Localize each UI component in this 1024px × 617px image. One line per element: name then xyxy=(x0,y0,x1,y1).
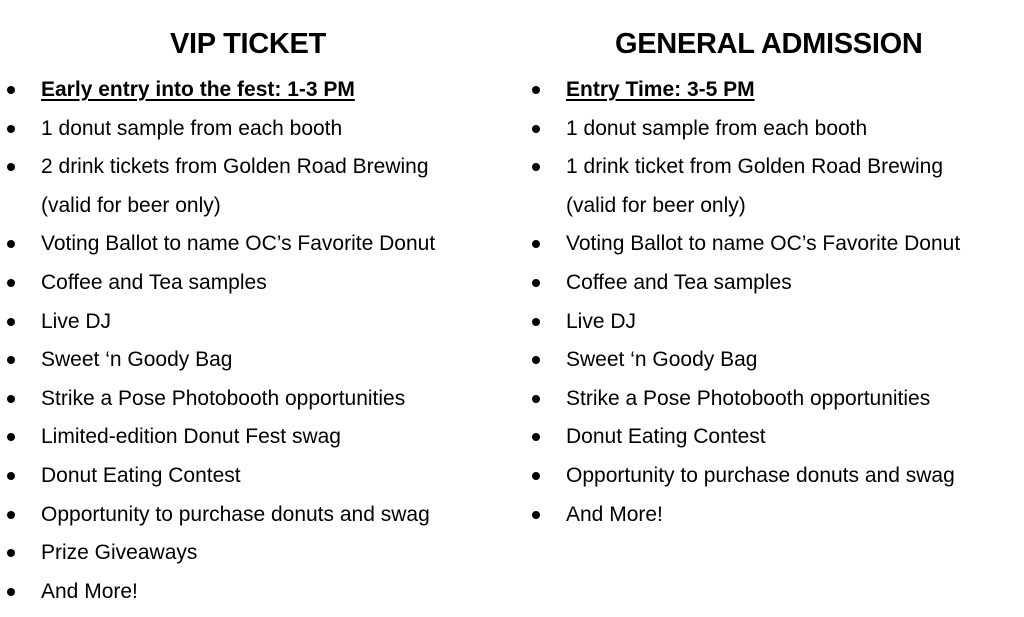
list-item-text: And More! xyxy=(41,579,138,603)
list-item-text: Early entry into the fest: 1-3 PM xyxy=(41,78,355,101)
list-item-text: Strike a Pose Photobooth opportunities xyxy=(566,386,931,410)
list-item xyxy=(525,225,960,264)
list-item-text: Opportunity to purchase donuts and swag xyxy=(566,463,955,487)
bullet-icon xyxy=(7,86,15,94)
list-item-text: Donut Eating Contest xyxy=(566,425,766,449)
bullet-icon xyxy=(7,279,15,287)
bullet-icon xyxy=(7,356,15,364)
general-admission-benefits-list xyxy=(525,71,960,534)
bullet-icon xyxy=(7,125,15,133)
bullet-icon xyxy=(7,549,15,557)
list-item xyxy=(0,148,435,225)
list-item-text: And More! xyxy=(566,502,663,526)
list-item-text: Voting Ballot to name OC’s Favorite Donut xyxy=(566,232,961,256)
list-item-text: Live DJ xyxy=(566,309,637,333)
vip-benefits-list xyxy=(0,71,435,611)
list-item xyxy=(0,380,435,419)
list-item xyxy=(0,71,435,110)
bullet-icon xyxy=(532,356,540,364)
bullet-icon xyxy=(532,86,540,94)
list-item-text: Limited-edition Donut Fest swag xyxy=(41,425,341,449)
bullet-icon xyxy=(7,318,15,326)
list-item-continuation: (valid for beer only) xyxy=(566,193,746,217)
bullet-icon xyxy=(532,433,540,441)
bullet-icon xyxy=(532,279,540,287)
list-item-text: Coffee and Tea samples xyxy=(41,270,267,294)
list-item xyxy=(0,264,435,303)
list-item-text: Live DJ xyxy=(41,309,112,333)
bullet-icon xyxy=(7,240,15,248)
bullet-icon xyxy=(7,395,15,403)
bullet-icon xyxy=(7,588,15,596)
list-item-text: 1 donut sample from each booth xyxy=(41,116,343,140)
list-item xyxy=(0,457,435,496)
list-item xyxy=(0,225,435,264)
list-item xyxy=(525,380,960,419)
bullet-icon xyxy=(532,395,540,403)
list-item-text: Strike a Pose Photobooth opportunities xyxy=(41,386,406,410)
list-item-text: Sweet ‘n Goody Bag xyxy=(41,348,233,372)
list-item xyxy=(0,534,435,573)
list-item xyxy=(0,341,435,380)
list-item-text: Sweet ‘n Goody Bag xyxy=(566,348,758,372)
general-admission-title: GENERAL ADMISSION xyxy=(615,28,923,60)
bullet-icon xyxy=(532,125,540,133)
bullet-icon xyxy=(7,511,15,519)
list-item xyxy=(525,148,960,225)
general-admission-column xyxy=(525,0,1024,617)
vip-ticket-title: VIP TICKET xyxy=(170,28,326,60)
list-item xyxy=(0,110,435,149)
list-item xyxy=(525,341,960,380)
list-item xyxy=(0,573,435,612)
list-item-text: 2 drink tickets from Golden Road Brewing xyxy=(41,155,429,179)
list-item-text: 1 drink ticket from Golden Road Brewing xyxy=(566,155,944,179)
list-item-text: 1 donut sample from each booth xyxy=(566,116,868,140)
list-item xyxy=(525,71,960,110)
list-item xyxy=(0,496,435,535)
list-item xyxy=(525,418,960,457)
list-item xyxy=(0,418,435,457)
list-item-continuation: (valid for beer only) xyxy=(41,193,221,217)
list-item-text: Donut Eating Contest xyxy=(41,463,241,487)
list-item-text: Voting Ballot to name OC’s Favorite Donut xyxy=(41,232,436,256)
bullet-icon xyxy=(7,472,15,480)
list-item xyxy=(525,496,960,535)
list-item xyxy=(525,457,960,496)
bullet-icon xyxy=(532,240,540,248)
list-item xyxy=(0,303,435,342)
list-item xyxy=(525,264,960,303)
list-item-text: Coffee and Tea samples xyxy=(566,270,792,294)
list-item-text: Prize Giveaways xyxy=(41,541,198,565)
list-item-text: Entry Time: 3-5 PM xyxy=(566,78,755,101)
bullet-icon xyxy=(532,163,540,171)
bullet-icon xyxy=(7,433,15,441)
list-item xyxy=(525,303,960,342)
bullet-icon xyxy=(532,511,540,519)
bullet-icon xyxy=(532,318,540,326)
bullet-icon xyxy=(7,163,15,171)
bullet-icon xyxy=(532,472,540,480)
list-item-text: Opportunity to purchase donuts and swag xyxy=(41,502,430,526)
list-item xyxy=(525,110,960,149)
